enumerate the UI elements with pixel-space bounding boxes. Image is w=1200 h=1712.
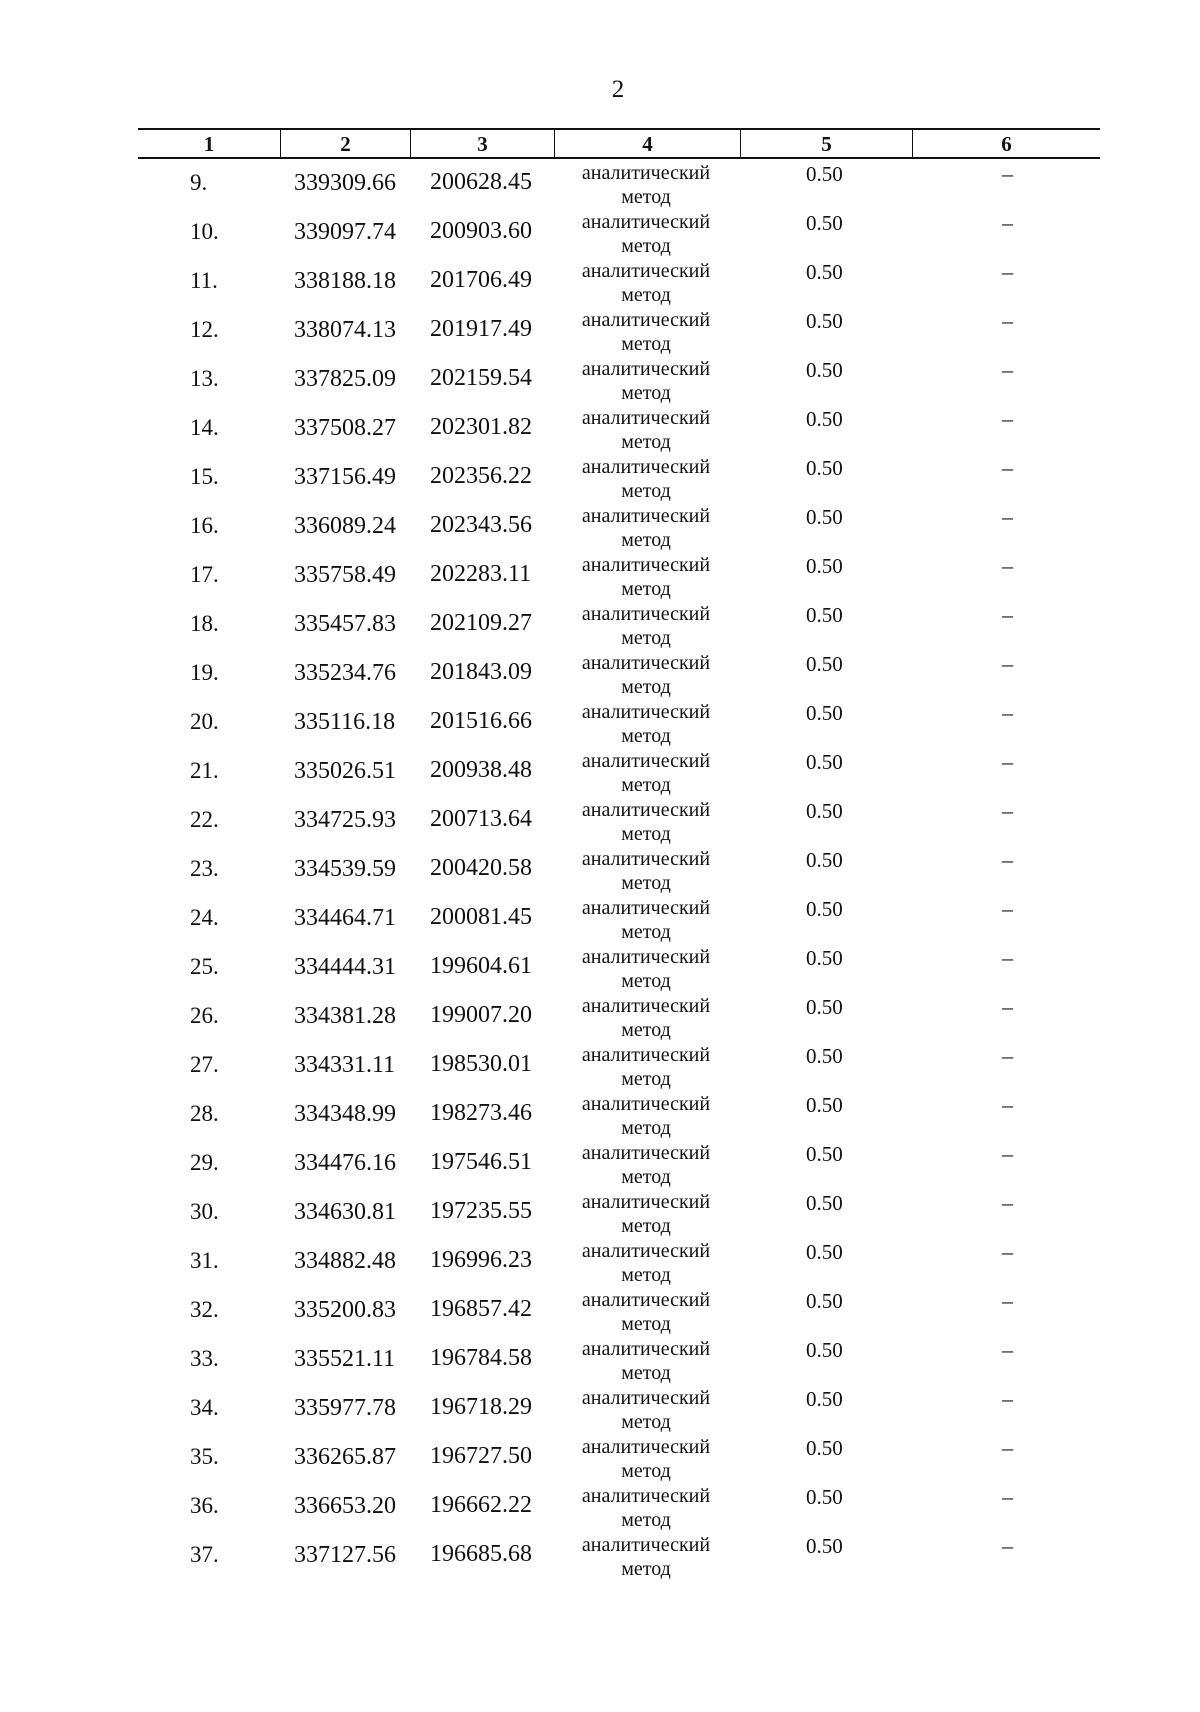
method-line-1: аналитический	[581, 799, 711, 821]
method-line-2: метод	[621, 1362, 671, 1384]
table-row	[138, 453, 1100, 502]
method-line-2: метод	[621, 284, 671, 306]
accuracy-value: 0.50	[806, 1289, 843, 1313]
method-cell	[570, 847, 722, 895]
method-line-2: метод	[621, 1019, 671, 1041]
table-row	[138, 992, 1100, 1041]
coordinate-x: 334348.99	[294, 1101, 396, 1127]
table-row	[138, 943, 1100, 992]
method-cell	[570, 896, 722, 944]
coordinate-x: 335977.78	[294, 1395, 396, 1421]
coordinate-x: 337156.49	[294, 464, 396, 490]
table-row	[138, 894, 1100, 943]
method-line-2: метод	[621, 1068, 671, 1090]
accuracy-value: 0.50	[806, 1240, 843, 1264]
table-header-row	[138, 128, 1100, 159]
accuracy-value: 0.50	[806, 162, 843, 186]
coordinate-y: 202343.56	[430, 512, 532, 538]
coordinate-x: 334331.11	[294, 1052, 396, 1078]
note-cell: –	[1002, 1337, 1013, 1362]
coordinate-x: 335457.83	[294, 611, 396, 637]
accuracy-value: 0.50	[806, 260, 843, 284]
coordinate-y: 196784.58	[430, 1345, 532, 1371]
method-line-1: аналитический	[581, 1338, 711, 1360]
method-line-2: метод	[621, 970, 671, 992]
method-cell	[570, 553, 722, 601]
method-cell	[570, 651, 722, 699]
coordinate-x: 338074.13	[294, 317, 396, 343]
method-line-2: метод	[621, 1313, 671, 1335]
table-row	[138, 1433, 1100, 1482]
accuracy-value: 0.50	[806, 211, 843, 235]
accuracy-value: 0.50	[806, 897, 843, 921]
coordinate-x: 337825.09	[294, 366, 396, 392]
method-line-1: аналитический	[581, 456, 711, 478]
coordinate-y: 200903.60	[430, 218, 532, 244]
coordinate-y: 199604.61	[430, 953, 532, 979]
accuracy-value: 0.50	[806, 407, 843, 431]
coordinates-table	[138, 128, 1100, 1580]
row-number: 23.	[190, 856, 219, 881]
table-row	[138, 551, 1100, 600]
method-line-1: аналитический	[581, 309, 711, 331]
note-cell: –	[1002, 1288, 1013, 1313]
table-body	[138, 159, 1100, 1580]
row-number: 9.	[190, 170, 208, 195]
coordinate-y: 196718.29	[430, 1394, 532, 1420]
method-line-2: метод	[621, 578, 671, 600]
coordinate-y: 196727.50	[430, 1443, 532, 1469]
accuracy-value: 0.50	[806, 1534, 843, 1558]
coordinate-y: 197546.51	[430, 1149, 532, 1175]
table-row	[138, 649, 1100, 698]
note-cell: –	[1002, 357, 1013, 382]
method-line-2: метод	[621, 382, 671, 404]
coordinate-x: 334464.71	[294, 905, 396, 931]
row-number: 17.	[190, 562, 219, 587]
row-number: 21.	[190, 758, 219, 783]
column-header-5: 5	[740, 130, 912, 157]
method-cell	[570, 945, 722, 993]
accuracy-value: 0.50	[806, 1142, 843, 1166]
note-cell: –	[1002, 1435, 1013, 1460]
method-line-1: аналитический	[581, 1093, 711, 1115]
method-line-1: аналитический	[581, 260, 711, 282]
note-cell: –	[1002, 896, 1013, 921]
accuracy-value: 0.50	[806, 1044, 843, 1068]
column-header-6: 6	[912, 130, 1100, 157]
note-cell: –	[1002, 210, 1013, 235]
note-cell: –	[1002, 749, 1013, 774]
method-line-1: аналитический	[581, 1191, 711, 1213]
accuracy-value: 0.50	[806, 1485, 843, 1509]
coordinate-x: 335026.51	[294, 758, 396, 784]
method-line-1: аналитический	[581, 1387, 711, 1409]
note-cell: –	[1002, 1239, 1013, 1264]
coordinate-y: 200938.48	[430, 757, 532, 783]
row-number: 19.	[190, 660, 219, 685]
table-row	[138, 1286, 1100, 1335]
row-number: 31.	[190, 1248, 219, 1273]
table-row	[138, 1482, 1100, 1531]
coordinate-x: 338188.18	[294, 268, 396, 294]
method-cell	[570, 1092, 722, 1140]
note-cell: –	[1002, 455, 1013, 480]
method-line-1: аналитический	[581, 1240, 711, 1262]
method-line-1: аналитический	[581, 1289, 711, 1311]
column-header-4: 4	[554, 130, 740, 157]
note-cell: –	[1002, 1484, 1013, 1509]
method-cell	[570, 1190, 722, 1238]
method-cell	[570, 1533, 722, 1581]
method-line-2: метод	[621, 774, 671, 796]
method-cell	[570, 504, 722, 552]
coordinate-x: 336265.87	[294, 1444, 396, 1470]
coordinate-y: 199007.20	[430, 1002, 532, 1028]
column-header-1: 1	[203, 132, 215, 156]
accuracy-value: 0.50	[806, 505, 843, 529]
accuracy-value: 0.50	[806, 750, 843, 774]
row-number: 29.	[190, 1150, 219, 1175]
note-cell: –	[1002, 847, 1013, 872]
method-line-2: метод	[621, 1215, 671, 1237]
note-cell: –	[1002, 406, 1013, 431]
accuracy-value: 0.50	[806, 652, 843, 676]
coordinate-x: 334381.28	[294, 1003, 396, 1029]
method-line-2: метод	[621, 1460, 671, 1482]
coordinate-x: 339309.66	[294, 170, 396, 196]
coordinate-y: 201706.49	[430, 267, 532, 293]
coordinate-x: 336653.20	[294, 1493, 396, 1519]
method-line-1: аналитический	[581, 505, 711, 527]
table-row	[138, 306, 1100, 355]
coordinate-x: 334882.48	[294, 1248, 396, 1274]
coordinate-x: 334539.59	[294, 856, 396, 882]
coordinate-x: 335116.18	[294, 709, 396, 735]
method-cell	[570, 602, 722, 650]
method-cell	[570, 1435, 722, 1483]
row-number: 33.	[190, 1346, 219, 1371]
method-cell	[570, 749, 722, 797]
method-line-1: аналитический	[581, 603, 711, 625]
column-header-2: 2	[280, 130, 410, 157]
coordinate-x: 335200.83	[294, 1297, 396, 1323]
coordinate-x: 334444.31	[294, 954, 396, 980]
method-cell	[570, 161, 722, 209]
note-cell: –	[1002, 1141, 1013, 1166]
coordinate-x: 335234.76	[294, 660, 396, 686]
coordinate-y: 201843.09	[430, 659, 532, 685]
accuracy-value: 0.50	[806, 603, 843, 627]
accuracy-value: 0.50	[806, 1093, 843, 1117]
note-cell: –	[1002, 1533, 1013, 1558]
method-line-2: метод	[621, 1166, 671, 1188]
note-cell: –	[1002, 259, 1013, 284]
coordinate-y: 202159.54	[430, 365, 532, 391]
accuracy-value: 0.50	[806, 309, 843, 333]
table-row	[138, 747, 1100, 796]
coordinate-x: 339097.74	[294, 219, 396, 245]
method-line-2: метод	[621, 186, 671, 208]
accuracy-value: 0.50	[806, 995, 843, 1019]
table-row	[138, 1237, 1100, 1286]
table-row	[138, 1139, 1100, 1188]
method-line-2: метод	[621, 1264, 671, 1286]
method-line-2: метод	[621, 676, 671, 698]
accuracy-value: 0.50	[806, 799, 843, 823]
row-number: 13.	[190, 366, 219, 391]
row-number: 27.	[190, 1052, 219, 1077]
method-line-2: метод	[621, 431, 671, 453]
table-row	[138, 1090, 1100, 1139]
method-cell	[570, 406, 722, 454]
method-cell	[570, 798, 722, 846]
method-cell	[570, 1239, 722, 1287]
note-cell: –	[1002, 1386, 1013, 1411]
coordinate-x: 337508.27	[294, 415, 396, 441]
coordinate-y: 202109.27	[430, 610, 532, 636]
coordinate-x: 334476.16	[294, 1150, 396, 1176]
table-row	[138, 1041, 1100, 1090]
accuracy-value: 0.50	[806, 554, 843, 578]
method-line-2: метод	[621, 1411, 671, 1433]
method-line-1: аналитический	[581, 554, 711, 576]
accuracy-value: 0.50	[806, 456, 843, 480]
coordinate-x: 334725.93	[294, 807, 396, 833]
method-cell	[570, 700, 722, 748]
coordinate-x: 335758.49	[294, 562, 396, 588]
note-cell: –	[1002, 1043, 1013, 1068]
method-line-2: метод	[621, 921, 671, 943]
row-number: 10.	[190, 219, 219, 244]
table-row	[138, 355, 1100, 404]
coordinate-y: 196996.23	[430, 1247, 532, 1273]
accuracy-value: 0.50	[806, 1387, 843, 1411]
method-line-1: аналитический	[581, 407, 711, 429]
table-row	[138, 796, 1100, 845]
row-number: 24.	[190, 905, 219, 930]
row-number: 37.	[190, 1542, 219, 1567]
coordinate-y: 196662.22	[430, 1492, 532, 1518]
method-line-1: аналитический	[581, 995, 711, 1017]
method-cell	[570, 994, 722, 1042]
method-cell	[570, 1288, 722, 1336]
method-line-1: аналитический	[581, 1142, 711, 1164]
table-row	[138, 1384, 1100, 1433]
method-line-1: аналитический	[581, 701, 711, 723]
row-number: 25.	[190, 954, 219, 979]
coordinate-x: 335521.11	[294, 1346, 396, 1372]
coordinate-x: 336089.24	[294, 513, 396, 539]
method-line-1: аналитический	[581, 162, 711, 184]
coordinate-y: 202301.82	[430, 414, 532, 440]
method-cell	[570, 1484, 722, 1532]
note-cell: –	[1002, 994, 1013, 1019]
note-cell: –	[1002, 1190, 1013, 1215]
row-number: 18.	[190, 611, 219, 636]
coordinate-y: 201516.66	[430, 708, 532, 734]
table-row	[138, 600, 1100, 649]
method-cell	[570, 1386, 722, 1434]
coordinate-x: 334630.81	[294, 1199, 396, 1225]
method-line-2: метод	[621, 823, 671, 845]
note-cell: –	[1002, 553, 1013, 578]
method-line-1: аналитический	[581, 652, 711, 674]
coordinate-y: 200628.45	[430, 169, 532, 195]
note-cell: –	[1002, 161, 1013, 186]
coordinate-y: 201917.49	[430, 316, 532, 342]
table-row	[138, 1335, 1100, 1384]
note-cell: –	[1002, 651, 1013, 676]
table-row	[138, 1531, 1100, 1580]
method-line-2: метод	[621, 1558, 671, 1580]
row-number: 26.	[190, 1003, 219, 1028]
coordinate-y: 198273.46	[430, 1100, 532, 1126]
row-number: 14.	[190, 415, 219, 440]
method-line-1: аналитический	[581, 1534, 711, 1556]
method-cell	[570, 455, 722, 503]
method-line-1: аналитический	[581, 897, 711, 919]
method-line-2: метод	[621, 725, 671, 747]
column-header-3: 3	[410, 130, 554, 157]
coordinate-y: 198530.01	[430, 1051, 532, 1077]
coordinate-y: 200420.58	[430, 855, 532, 881]
method-line-1: аналитический	[581, 211, 711, 233]
coordinate-y: 200713.64	[430, 806, 532, 832]
row-number: 34.	[190, 1395, 219, 1420]
coordinate-y: 197235.55	[430, 1198, 532, 1224]
accuracy-value: 0.50	[806, 1191, 843, 1215]
note-cell: –	[1002, 945, 1013, 970]
method-line-2: метод	[621, 333, 671, 355]
row-number: 20.	[190, 709, 219, 734]
coordinate-y: 202356.22	[430, 463, 532, 489]
row-number: 28.	[190, 1101, 219, 1126]
table-row	[138, 257, 1100, 306]
row-number: 15.	[190, 464, 219, 489]
row-number: 36.	[190, 1493, 219, 1518]
method-cell	[570, 308, 722, 356]
accuracy-value: 0.50	[806, 1338, 843, 1362]
method-line-2: метод	[621, 872, 671, 894]
method-line-2: метод	[621, 235, 671, 257]
table-row	[138, 502, 1100, 551]
table-row	[138, 845, 1100, 894]
page-number: 2	[611, 76, 625, 103]
method-line-1: аналитический	[581, 750, 711, 772]
method-line-1: аналитический	[581, 1044, 711, 1066]
row-number: 35.	[190, 1444, 219, 1469]
method-line-1: аналитический	[581, 1485, 711, 1507]
method-cell	[570, 210, 722, 258]
note-cell: –	[1002, 308, 1013, 333]
method-cell	[570, 357, 722, 405]
method-cell	[570, 1337, 722, 1385]
coordinate-x: 337127.56	[294, 1542, 396, 1568]
row-number: 16.	[190, 513, 219, 538]
accuracy-value: 0.50	[806, 848, 843, 872]
method-cell	[570, 1043, 722, 1091]
method-line-1: аналитический	[581, 358, 711, 380]
table-row	[138, 159, 1100, 208]
method-line-1: аналитический	[581, 946, 711, 968]
table-row	[138, 404, 1100, 453]
method-line-2: метод	[621, 1117, 671, 1139]
coordinate-y: 200081.45	[430, 904, 532, 930]
coordinate-y: 196685.68	[430, 1541, 532, 1567]
table-row	[138, 1188, 1100, 1237]
note-cell: –	[1002, 602, 1013, 627]
note-cell: –	[1002, 504, 1013, 529]
method-line-2: метод	[621, 480, 671, 502]
note-cell: –	[1002, 700, 1013, 725]
accuracy-value: 0.50	[806, 946, 843, 970]
method-line-2: метод	[621, 529, 671, 551]
table-row	[138, 208, 1100, 257]
coordinate-y: 196857.42	[430, 1296, 532, 1322]
row-number: 11.	[190, 268, 218, 293]
method-line-2: метод	[621, 627, 671, 649]
accuracy-value: 0.50	[806, 1436, 843, 1460]
method-line-1: аналитический	[581, 848, 711, 870]
accuracy-value: 0.50	[806, 701, 843, 725]
method-line-2: метод	[621, 1509, 671, 1531]
row-number: 22.	[190, 807, 219, 832]
method-cell	[570, 259, 722, 307]
note-cell: –	[1002, 1092, 1013, 1117]
table-row	[138, 698, 1100, 747]
accuracy-value: 0.50	[806, 358, 843, 382]
note-cell: –	[1002, 798, 1013, 823]
row-number: 12.	[190, 317, 219, 342]
row-number: 32.	[190, 1297, 219, 1322]
row-number: 30.	[190, 1199, 219, 1224]
coordinate-y: 202283.11	[430, 561, 532, 587]
method-line-1: аналитический	[581, 1436, 711, 1458]
method-cell	[570, 1141, 722, 1189]
